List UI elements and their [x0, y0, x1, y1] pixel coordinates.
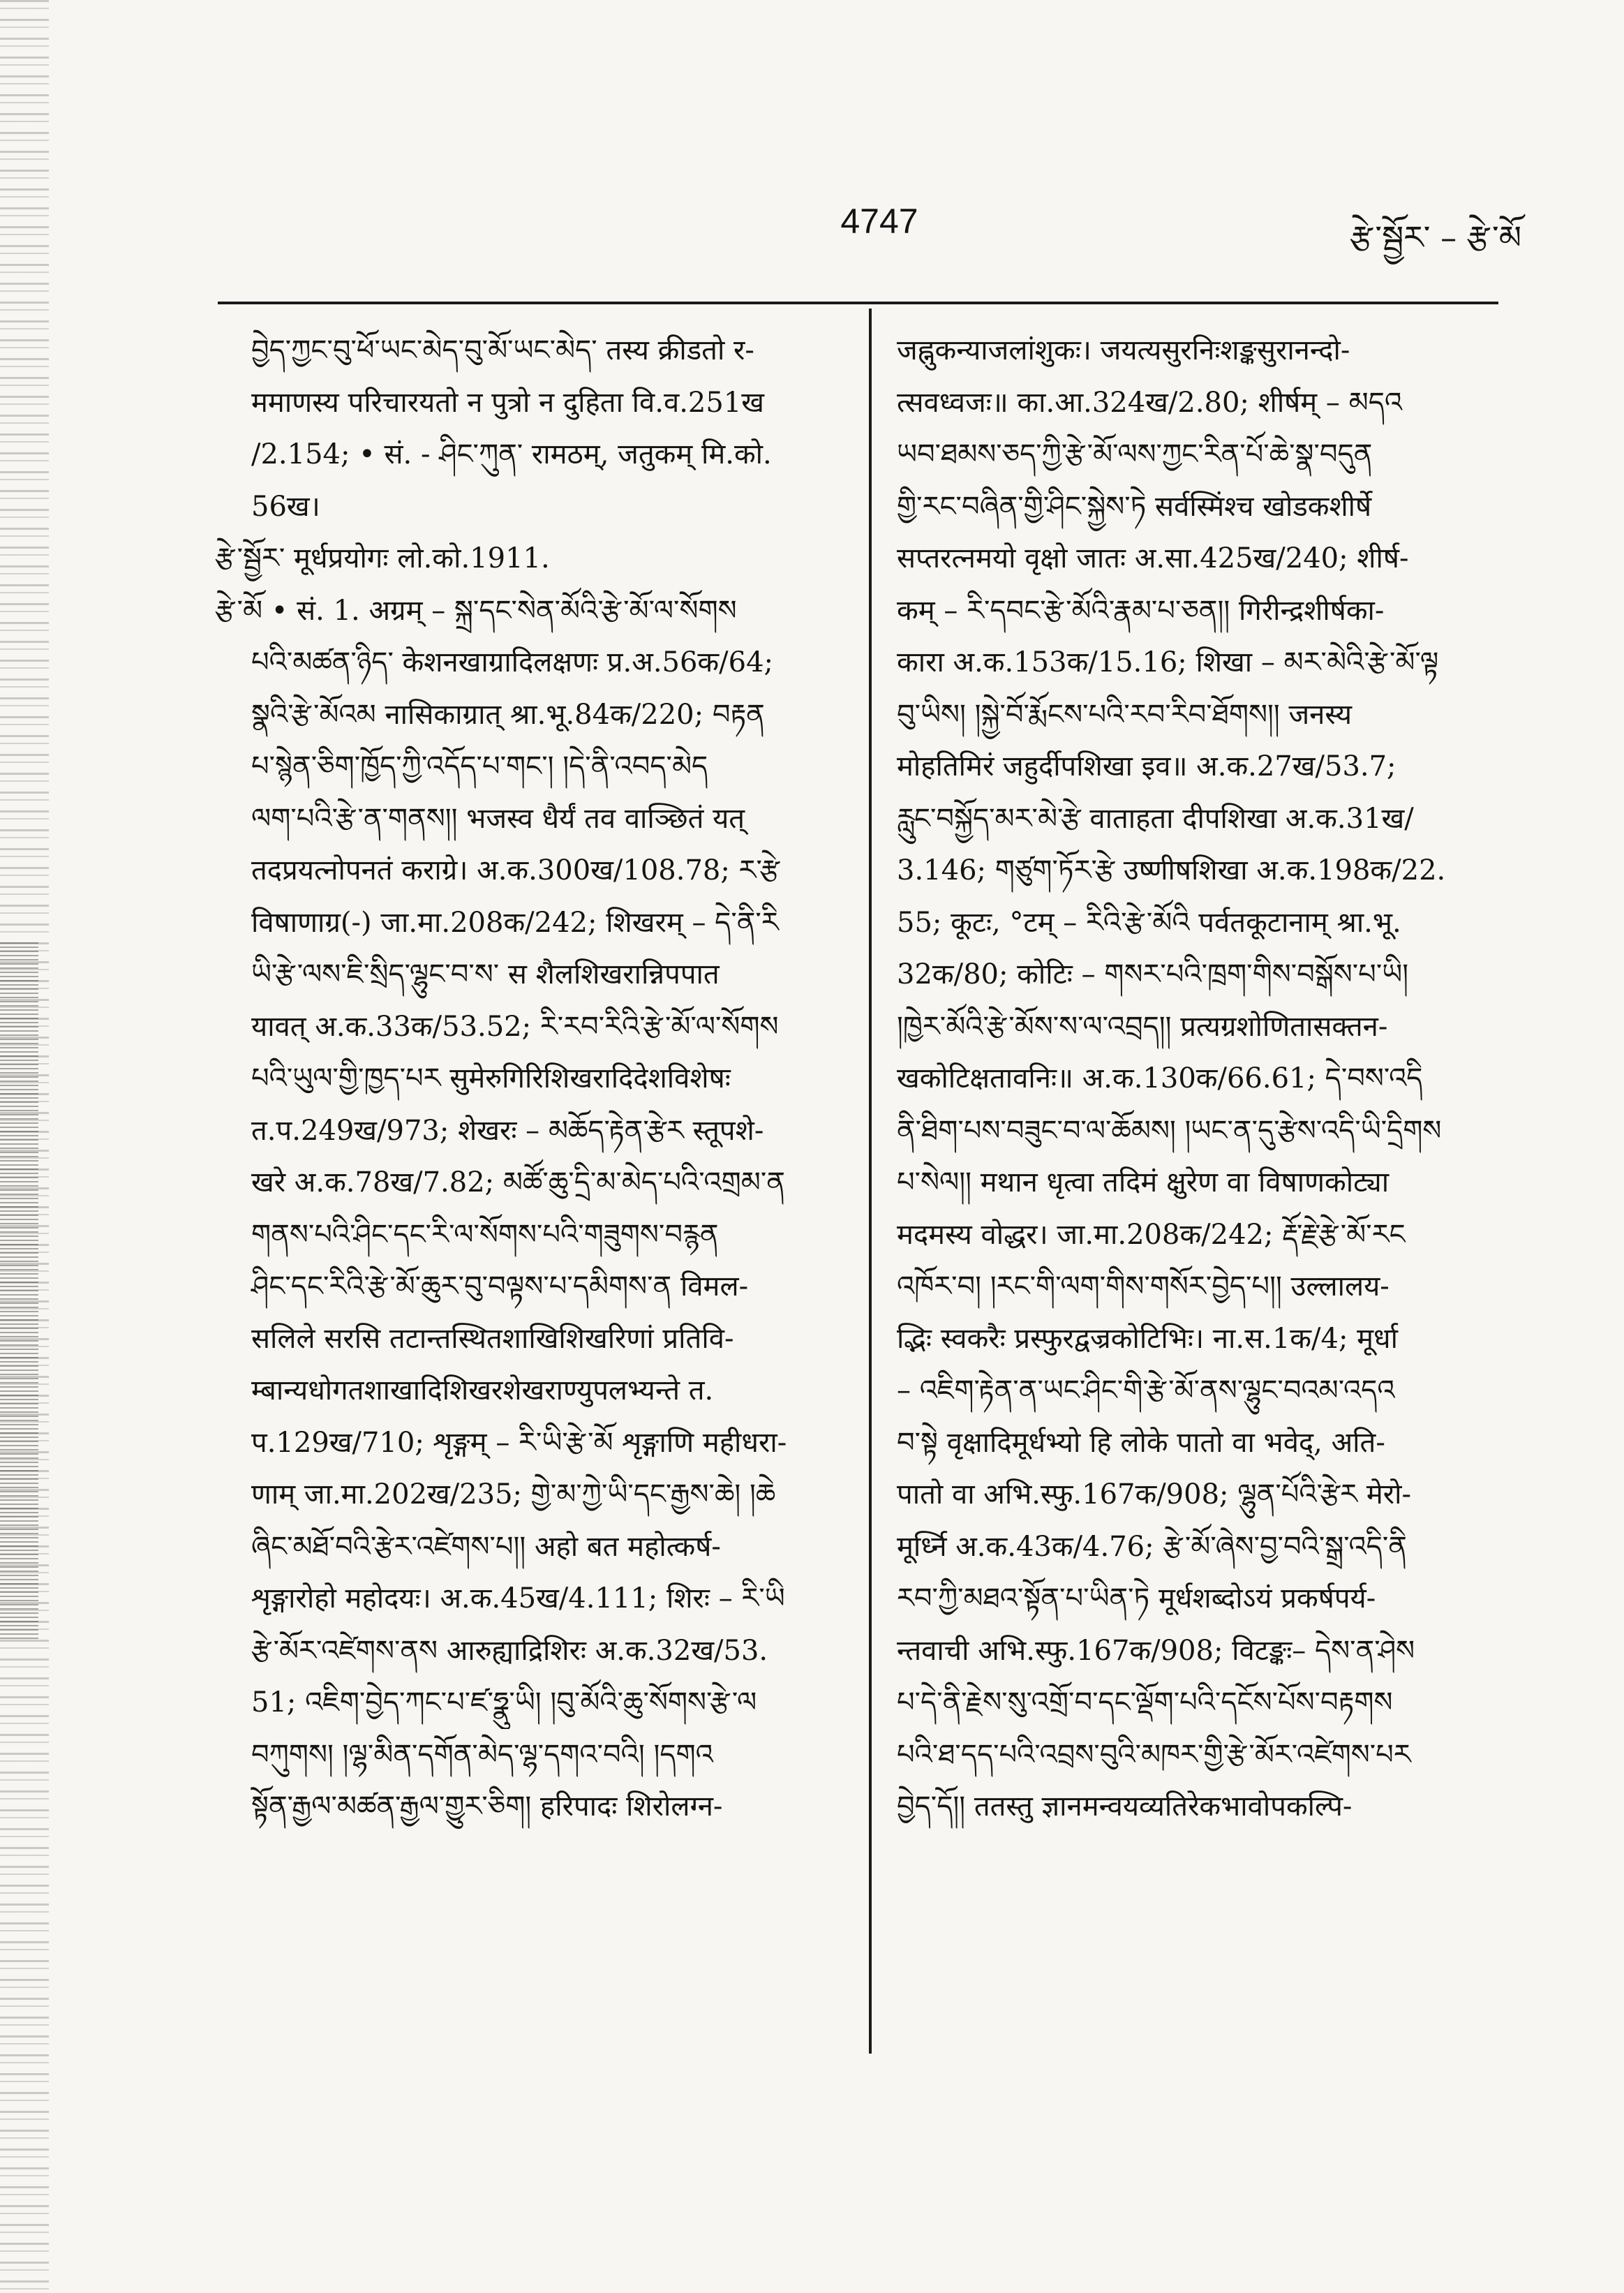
- page-number: 4747: [840, 202, 918, 241]
- text-line: न्तवाची अभि.स्फु.167क/908; विटङ्कः– དེས་ན་ཤེས: [897, 1634, 1415, 1667]
- text-line: विषाणाग्र(-) जा.मा.208क/242; शिखरम् – དེ་ནི་རི: [251, 906, 779, 939]
- text-line: 3.146; གཙུག་ཏོར་རྩེ उष्णीषशिखा अ.क.198क/22.: [897, 854, 1446, 886]
- text-line: खरे अ.क.78ख/7.82; མཚོ་ཆུ་དྲི་མ་མེད་པའི་འགྲམ་ན: [251, 1166, 785, 1199]
- text-line: 55; कूटः, °टम् – རིའི་རྩེ་མོའི पर्वतकूटानाम् श्रा.भू.: [897, 906, 1401, 939]
- text-line: यावत् अ.क.33क/53.52; རི་རབ་རིའི་རྩེ་མོ་ལ་སོགས: [251, 1010, 779, 1043]
- text-line: कारा अ.क.153क/15.16; शिखा – མར་མེའི་རྩེ་མོ་ལྟ: [897, 646, 1439, 678]
- text-line: ཡི་རྩེ་ལས་ཇི་སྲིད་ལྷུང་བ་ས་ स शैलशिखरान्निपपात: [251, 958, 720, 990]
- text-line: །ཁྱེར་མོའི་རྩེ་མོས་ས་ལ་འབྲད།། प्रत्यग्रशोणितासक्तन-: [897, 1010, 1388, 1043]
- text-line: པའི་ཡུལ་གྱི་ཁྱད་པར सुमेरुगिरिशिखरादिदेशविशेषः: [251, 1062, 731, 1094]
- text-line: त.प.249ख/973; शेखरः – མཆོད་རྟེན་རྩེར स्तूपशे-: [251, 1114, 764, 1147]
- text-line: སྣའི་རྩེ་མོའམ नासिकाग्रात् श्रा.भू.84क/220; བརྟན: [251, 698, 765, 731]
- text-line: ཤིང་དང་རིའི་རྩེ་མོ་ཆུར་བུ་བལྟས་པ་དམིགས་ན विमल-: [251, 1270, 749, 1303]
- text-line: सलिले सरसि तटान्तस्थितशाखिशिखरिणां प्रतिवि-: [251, 1322, 734, 1355]
- text-line: སྟོན་རྒྱལ་མཚན་རྒྱལ་གྱུར་ཅིག། हरिपादः शिरोलग्न-: [251, 1790, 723, 1823]
- text-line: 51; འཇིག་བྱེད་ཀང་པ་ཛ་ཧྣུ་ཡི། །བུ་མོའི་ཆུ་སོགས་རྩེ་ལ: [251, 1686, 757, 1719]
- text-line: རྩེ་མོ • सं. 1. अग्रम् – སྐྲ་དང་སེན་མོའི་རྩེ་མོ་ལ་སོགས: [215, 594, 737, 627]
- text-line: ཡབ་ཐམས་ཅད་ཀྱི་རྩེ་མོ་ལས་ཀྱང་རིན་པོ་ཆེ་སྣ་བདུན: [897, 438, 1373, 470]
- text-line: ལག་པའི་རྩེ་ན་གནས།། भजस्व धैर्यं तव वाञ्छितं यत्: [251, 802, 745, 835]
- text-line: གྱི་རང་བཞིན་གྱི་ཤིང་སྐྱེས་ཏེ सर्वस्मिंश्च खोडकशीर्षे: [897, 490, 1372, 523]
- left-column: [215, 325, 836, 2049]
- text-line: शृङ्गारोहो महोदयः। अ.क.45ख/4.111; शिरः – རི་ཡི: [251, 1582, 785, 1615]
- text-line: པའི་ཐ་དད་པའི་འབྲས་བུའི་མཁར་གྱི་རྩེ་མོར་འཛེགས་པར: [897, 1738, 1411, 1771]
- text-line: मदमस्य वोद्धर। जा.मा.208क/242; རྡོ་རྗེ་རྩེ་མོ་རང: [897, 1218, 1406, 1251]
- column-divider: [869, 309, 872, 2054]
- text-line: त्सवध्वजः॥ का.आ.324ख/2.80; शीर्षम् – མདའ: [897, 386, 1403, 419]
- text-line: པ་སེལ།། मथान धृत्वा तदिमं क्षुरेण वा विषाणकोट्या: [897, 1166, 1390, 1199]
- text-line: कम् – རི་དབང་རྩེ་མོའི་རྣམ་པ་ཅན།། गिरीन्द्रशीर्षका-: [897, 594, 1385, 627]
- text-line: པ་སྙེན་ཅིག་ཁྱོད་ཀྱི་འདོད་པ་གང་། །དེ་ནི་འབད་མེད: [251, 750, 708, 782]
- text-line: འཁོར་བ། །རང་གི་ལག་གིས་གསོར་བྱེད་པ།། उल्लालय-: [897, 1270, 1390, 1303]
- scan-edge-noise: [0, 942, 38, 1640]
- text-line: ममाणस्य परिचारयतो न पुत्रो न दुहिता वि.व.251ख: [251, 386, 764, 419]
- text-line: གནས་པའི་ཤིང་དང་རི་ལ་སོགས་པའི་གཟུགས་བརྙན: [251, 1218, 719, 1251]
- text-line: རླུང་བསྐྱོད་མར་མེ་རྩེ वाताहता दीपशिखा अ.क.31ख/: [897, 802, 1414, 835]
- text-line: सप्तरत्नमयो वृक्षो जातः अ.सा.425ख/240; शीर्ष-: [897, 542, 1409, 574]
- text-line: – འཇིག་རྟེན་ན་ཡང་ཤིང་གི་རྩེ་མོ་ནས་ལྷུང་བའམ་འདའ: [897, 1374, 1395, 1407]
- text-line: /2.154; • सं. - ཤིང་ཀུན་ रामठम्, जतुकम् मि.को.: [251, 438, 772, 470]
- text-line: ཞིང་མཐོ་བའི་རྩེར་འཛེགས་པ།། अहो बत महोत्कर्ष-: [251, 1530, 721, 1563]
- right-column: [897, 325, 1497, 2049]
- text-line: 32क/80; कोटिः – གསར་པའི་ཁྲག་གིས་བསྒོས་པ་ཡི།: [897, 958, 1409, 990]
- text-line: བཀུགས། །ལྷ་མིན་དགོན་མེད་ལྷ་དགའ་བའི། །དགའ: [251, 1738, 713, 1771]
- text-line: བྱེད་དོ།། ततस्तु ज्ञानमन्वयव्यतिरेकभावोपकल्पि-: [897, 1790, 1353, 1823]
- text-line: म्बान्यधोगतशाखादिशिखरशेखराण्युपलभ्यन्ते त.: [251, 1374, 714, 1407]
- text-line: པའི་མཚན་ཉིད་ केशनखाग्रादिलक्षणः प्र.अ.56क/64;: [251, 646, 774, 678]
- text-line: རབ་ཀྱི་མཐའ་སྟོན་པ་ཡིན་ཏེ मूर्धशब्दोऽयं प्रकर्षपर्य-: [897, 1582, 1376, 1615]
- text-line: རྩེ་མོར་འཛེགས་ནས आरुह्याद्रिशिरः अ.क.32ख/53.: [251, 1634, 768, 1667]
- text-line: खकोटिक्षतावनिः॥ अ.क.130क/66.61; དེ་བས་འདི: [897, 1062, 1423, 1094]
- text-line: 56ख।: [251, 490, 320, 523]
- text-line: द्भिः स्वकरैः प्रस्फुरद्वज्रकोटिभिः। ना.स.1क/4; मूर्धा: [897, 1322, 1399, 1355]
- text-line: རྩེ་སྦྱོར་ मूर्धप्रयोगः लो.को.1911.: [215, 542, 550, 574]
- text-line: मूर्ध्नि अ.क.43क/4.76; རྩེ་མོ་ཞེས་བྱ་བའི་སྒྲ་འདི་ནི: [897, 1530, 1407, 1563]
- text-line: བྱེད་ཀྱང་བུ་ཕོ་ཡང་མེད་བུ་མོ་ཡང་མེད་ तस्य क्रीडतो र-: [251, 334, 754, 366]
- running-head: རྩེ་སྦྱོར་ – རྩེ་མོ: [1350, 218, 1521, 256]
- header-rule: [218, 302, 1498, 304]
- text-line: तदप्रयत्नोपनतं कराग्रे। अ.क.300ख/108.78; ར་རྩེ: [251, 854, 780, 886]
- text-line: ནི་ཐིག་པས་བཟུང་བ་ལ་ཆོམས། །ཡང་ན་དུ་རྩེས་འདི་ཡི་དྲིགས: [897, 1114, 1442, 1147]
- text-line: जह्नुकन्याजलांशुकः। जयत्यसुरनिःशङ्कसुरानन्दो-: [897, 334, 1350, 366]
- text-line: བ་སྟེ वृक्षादिमूर्धभ्यो हि लोके पातो वा भवेद्, अति-: [897, 1426, 1385, 1459]
- text-line: पातो वा अभि.स्फु.167क/908; ལྷུན་པོའི་རྩེར मेरो-: [897, 1478, 1411, 1511]
- text-line: णाम् जा.मा.202ख/235; གྱེ་མ་ཀྱེ་ཡི་དང་རྒྱས་ཆེ། །ཆེ: [251, 1478, 776, 1511]
- text-line: པ་དེ་ནི་རྗེས་སུ་འགྲོ་བ་དང་ལྡོག་པའི་དངོས་པོས་བརྟགས: [897, 1686, 1393, 1719]
- text-line: मोहतिमिरं जहुर्दीपशिखा इव॥ अ.क.27ख/53.7;: [897, 750, 1396, 782]
- text-line: བུ་ཡིས། །སྐྱེ་བོ་རྨོངས་པའི་རབ་རིབ་ཐོགས།། जनस्य: [897, 698, 1353, 731]
- text-line: प.129ख/710; शृङ्गम् – རི་ཡི་རྩེ་མོ शृङ्गाणि महीधरा-: [251, 1426, 787, 1459]
